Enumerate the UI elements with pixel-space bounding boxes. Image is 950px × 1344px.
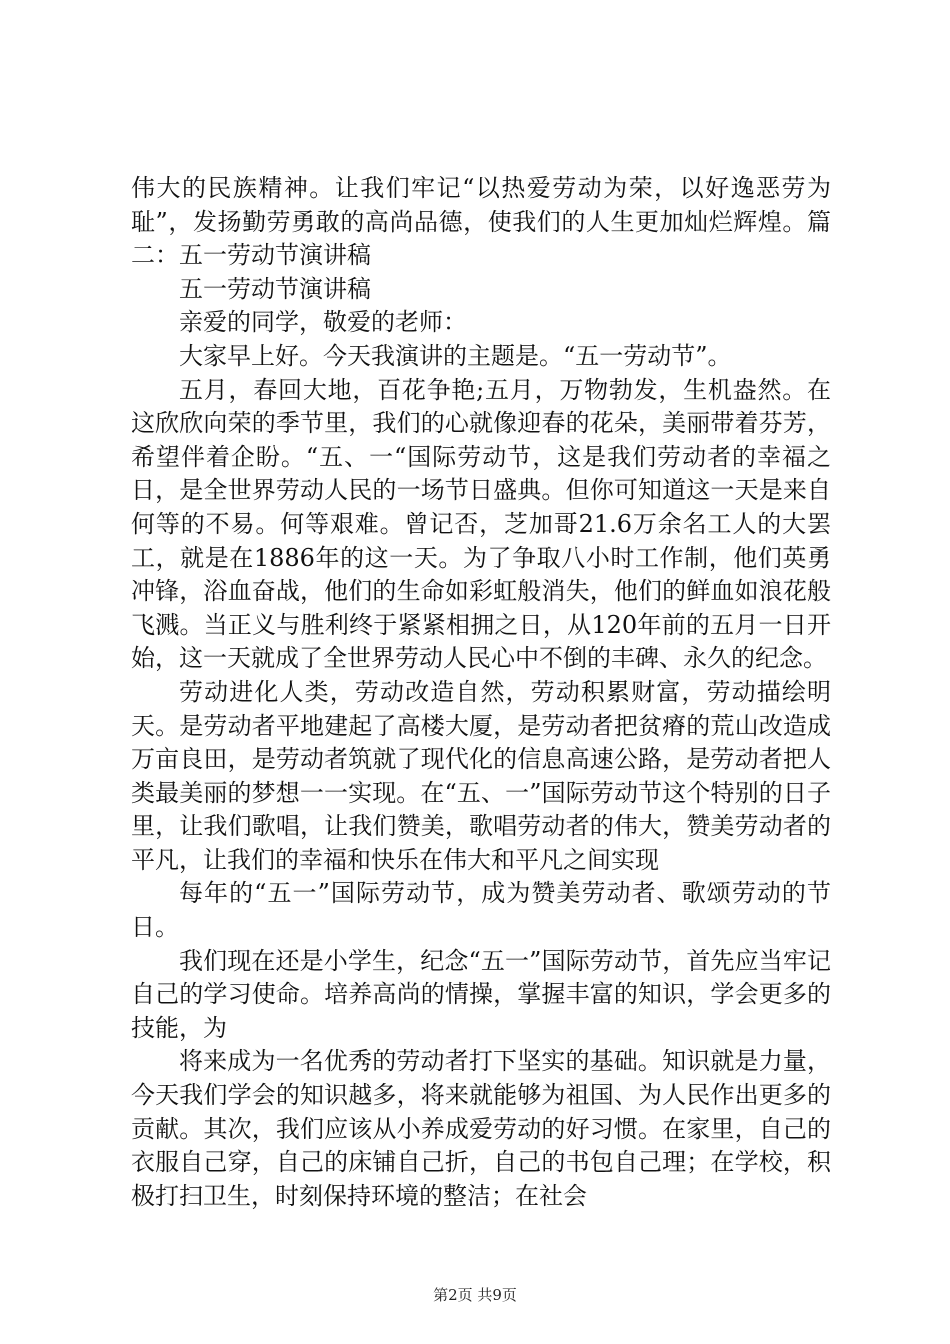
paragraph-1: 伟大的民族精神。让我们牢记“以热爱劳动为荣，以好逸恶劳为耻”，发扬勤劳勇敢的高尚品德，使我们的人生更加灿烂辉煌。篇二：五一劳动节演讲稿 <box>131 174 831 270</box>
paragraph-9: 将来成为一名优秀的劳动者打下坚实的基础。知识就是力量，今天我们学会的知识越多，将来就能够为祖国、为人民作出更多的贡献。其次，我们应该从小养成爱劳动的好习惯。在家里，自己的衣服自己穿，自己的床铺自己折，自己的书包自己理；在学校，积极打扫卫生，时刻保持环境的整洁；在社会 <box>131 1047 831 1210</box>
paragraph-3: 亲爱的同学，敬爱的老师： <box>179 308 467 337</box>
paragraph-7: 每年的“五一”国际劳动节，成为赞美劳动者、歌颂劳动的节日。 <box>131 879 831 942</box>
paragraph-8: 我们现在还是小学生，纪念“五一”国际劳动节，首先应当牢记自己的学习使命。培养高尚的情操，掌握丰富的知识，学会更多的技能，为 <box>131 946 831 1042</box>
paragraph-4: 大家早上好。今天我演讲的主题是。“五一劳动节”。 <box>179 341 732 370</box>
paragraph-6: 劳动进化人类，劳动改造自然，劳动积累财富，劳动描绘明天。是劳动者平地建起了高楼大厦，是劳动者把贫瘠的荒山改造成万亩良田，是劳动者筑就了现代化的信息高速公路，是劳动者把人类最美丽的梦想一一实现。在“五、一”国际劳动节这个特别的日子里，让我们歌唱，让我们赞美，歌唱劳动者的伟大，赞美劳动者的平凡，让我们的幸福和快乐在伟大和平凡之间实现 <box>131 677 831 874</box>
paragraph-2: 五一劳动节演讲稿 <box>179 274 371 303</box>
document-body <box>131 172 831 1213</box>
paragraph-5: 五月，春回大地，百花争艳;五月，万物勃发，生机盎然。在这欣欣向荣的季节里，我们的心就像迎春的花朵，美丽带着芬芳，希望伴着企盼。“五、一“国际劳动节，这是我们劳动者的幸福之日，是全世界劳动人民的一场节日盛典。但你可知道这一天是来自何等的不易。何等艰难。曾记否，芝加哥21.6万余名工人的大罢工，就是在1886年的这一天。为了争取八小时工作制，他们英勇冲锋，浴血奋战，他们的生命如彩虹般消失，他们的鲜血如浪花般飞溅。当正义与胜利终于紧紧相拥之日，从120年前的五月一日开始，这一天就成了全世界劳动人民心中不倒的丰碑、永久的纪念。 <box>131 375 831 673</box>
page-number-footer: 第2页 共9页 <box>433 1286 517 1304</box>
